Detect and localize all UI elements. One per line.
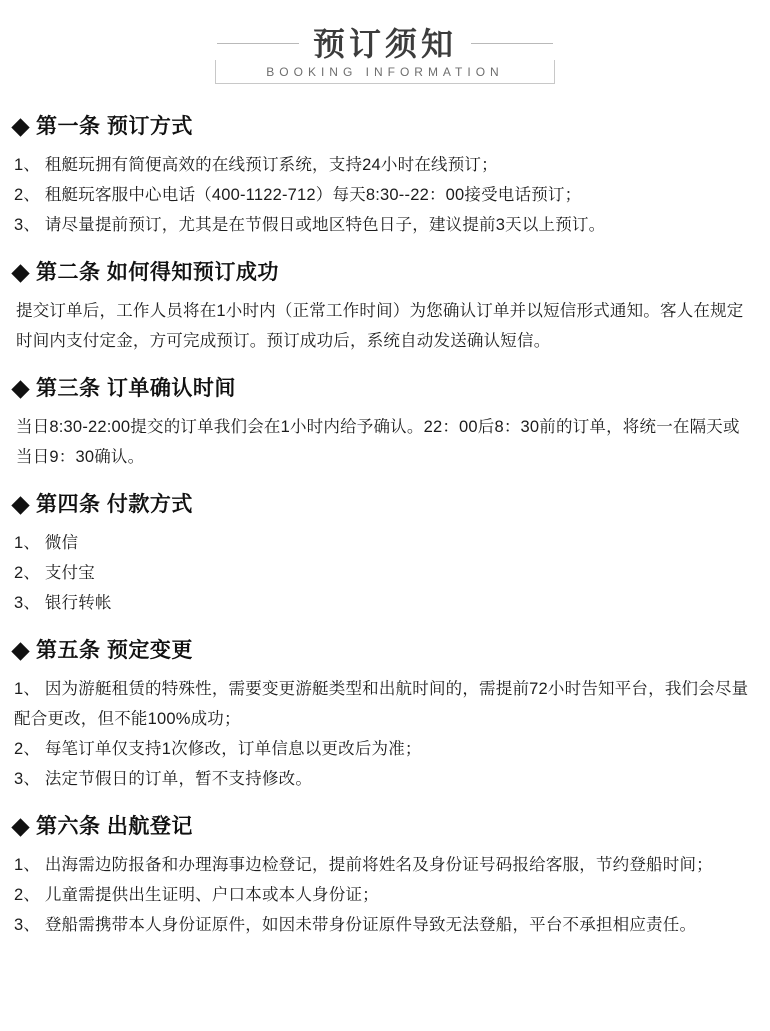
section-6 <box>14 812 756 940</box>
section-4-list <box>14 528 756 618</box>
header-subtitle-wrap <box>14 60 756 88</box>
section-5-heading-text: 第五条 预定变更 <box>36 639 193 662</box>
section-1-heading-text: 第一条 预订方式 <box>36 115 193 138</box>
section-1-heading <box>14 112 756 142</box>
section-4-heading <box>14 490 756 520</box>
list-item: 2、 支付宝 <box>14 564 95 582</box>
section-5-list <box>14 674 756 794</box>
section-4-heading-text: 第四条 付款方式 <box>36 493 193 516</box>
list-item: 2、 租艇玩客服中心电话（400-1122-712）每天8:30--22：00接受电话预订； <box>14 186 582 204</box>
document-header <box>14 14 756 94</box>
page-title: 预订须知 <box>299 22 471 66</box>
diamond-bullet-icon <box>11 818 29 836</box>
diamond-bullet-icon <box>11 118 29 136</box>
section-3-paragraph: 当日8:30-22:00提交的订单我们会在1小时内给予确认。22：00后8：30前的订单，将统一在隔天或当日9：30确认。 <box>16 418 740 466</box>
list-item: 3、 法定节假日的订单，暂不支持修改。 <box>14 770 313 788</box>
section-3-heading-text: 第三条 订单确认时间 <box>36 377 236 400</box>
list-item: 3、 请尽量提前预订，尤其是在节假日或地区特色日子，建议提前3天以上预订。 <box>14 216 606 234</box>
page-subtitle: BOOKING INFORMATION <box>266 65 504 79</box>
section-6-heading <box>14 812 756 842</box>
diamond-bullet-icon <box>11 264 29 282</box>
section-3 <box>14 374 756 472</box>
section-1 <box>14 112 756 240</box>
section-4 <box>14 490 756 618</box>
section-5 <box>14 636 756 794</box>
section-2-heading <box>14 258 756 288</box>
section-1-list <box>14 150 756 240</box>
section-3-heading <box>14 374 756 404</box>
list-item: 1、 因为游艇租赁的特殊性，需要变更游艇类型和出航时间的，需提前72小时告知平台，我们会尽量配合更改，但不能100%成功； <box>14 680 749 728</box>
section-2 <box>14 258 756 356</box>
section-6-heading-text: 第六条 出航登记 <box>36 815 193 838</box>
list-item: 3、 登船需携带本人身份证原件，如因未带身份证原件导致无法登船，平台不承担相应责任。 <box>14 916 697 934</box>
diamond-bullet-icon <box>11 642 29 660</box>
section-6-list <box>14 850 756 940</box>
list-item: 1、 租艇玩拥有简便高效的在线预订系统，支持24小时在线预订； <box>14 156 498 174</box>
diamond-bullet-icon <box>11 496 29 514</box>
section-2-paragraph: 提交订单后，工作人员将在1小时内（正常工作时间）为您确认订单并以短信形式通知。客人在规定时间内支付定金，方可完成预订。预订成功后，系统自动发送确认短信。 <box>16 302 744 350</box>
section-5-heading <box>14 636 756 666</box>
list-item: 2、 儿童需提供出生证明、户口本或本人身份证； <box>14 886 379 904</box>
list-item: 1、 出海需边防报备和办理海事边检登记，提前将姓名及身份证号码报给客服，节约登船时间； <box>14 856 713 874</box>
list-item: 1、 微信 <box>14 534 79 552</box>
list-item: 2、 每笔订单仅支持1次修改，订单信息以更改后为准； <box>14 740 422 758</box>
list-item: 3、 银行转帐 <box>14 594 112 612</box>
section-2-heading-text: 第二条 如何得知预订成功 <box>36 261 279 284</box>
diamond-bullet-icon <box>11 380 29 398</box>
